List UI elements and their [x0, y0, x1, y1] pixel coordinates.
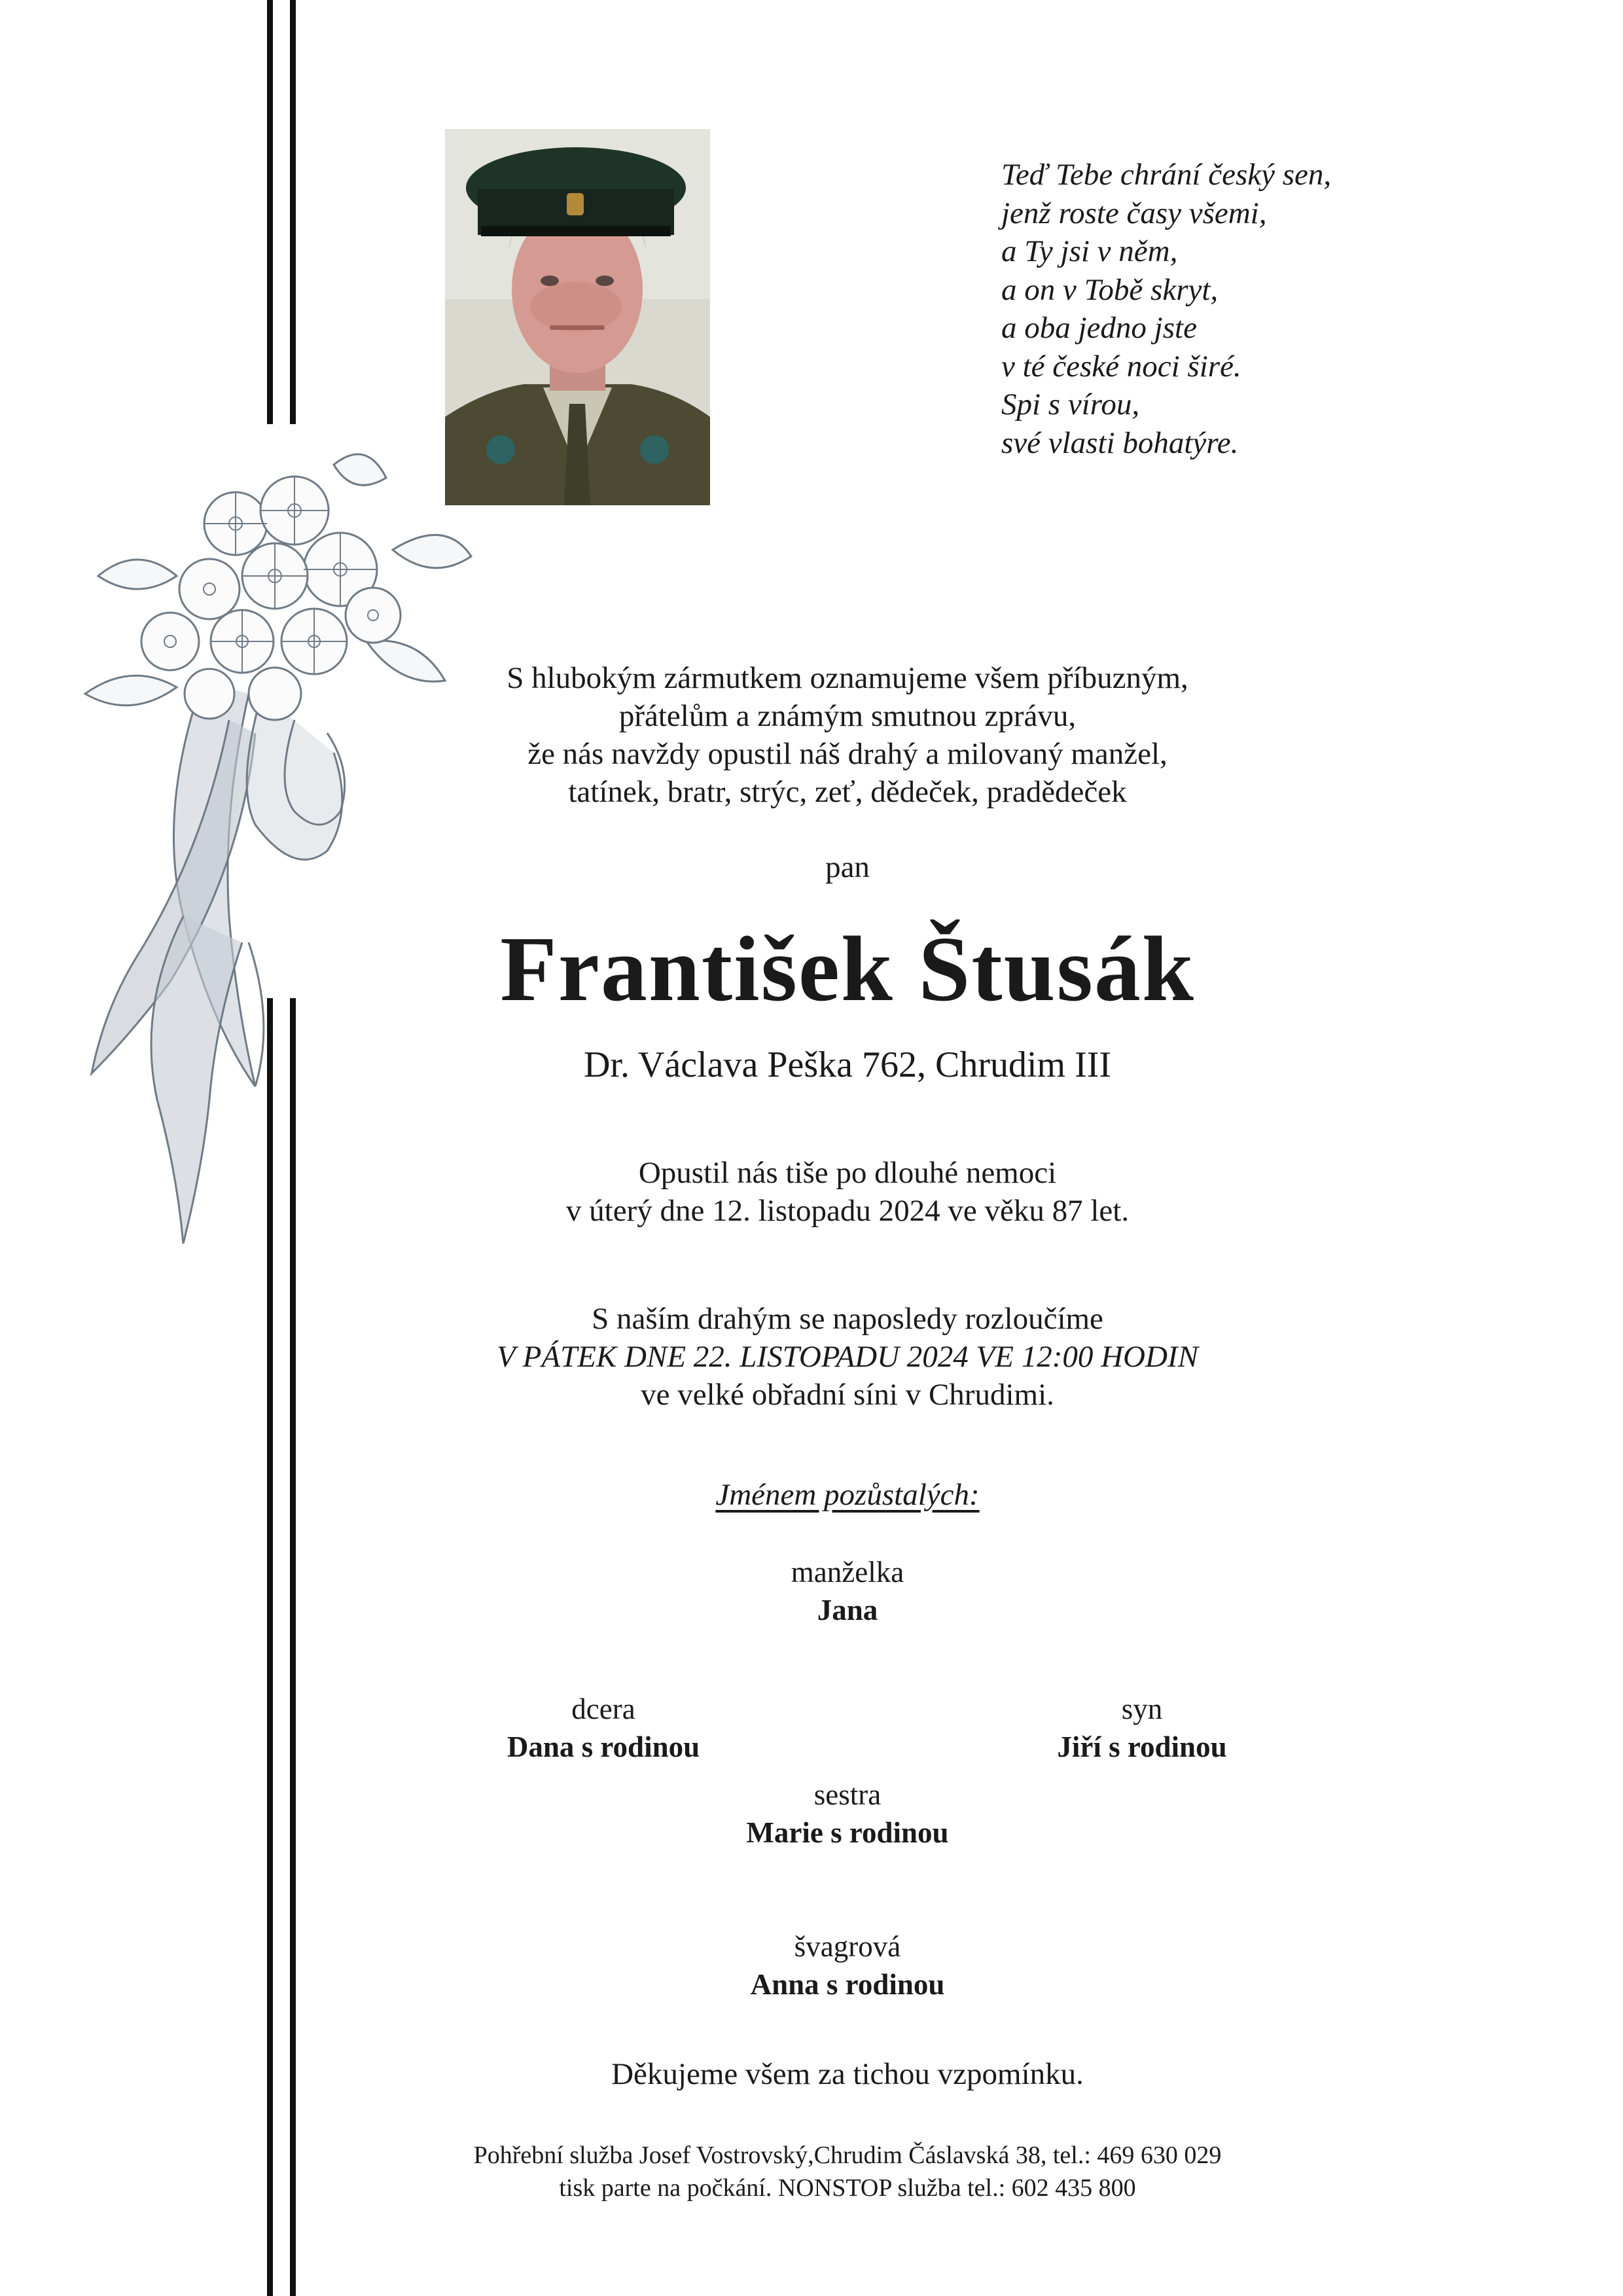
family-son: [913, 1690, 1371, 1766]
death-notice-line: Opustil nás tiše po dlouhé nemoci: [638, 1156, 1057, 1190]
family-sister: [618, 1776, 1077, 1852]
relation-label: dcera: [571, 1693, 635, 1725]
family-wife: [618, 1553, 1077, 1629]
relative-name: Dana s rodinou: [507, 1731, 700, 1763]
family-daughter: [374, 1690, 832, 1766]
relation-label: syn: [1121, 1693, 1163, 1725]
poem-line: své vlasti bohatýre.: [1001, 425, 1239, 460]
farewell-date: V PÁTEK DNE 22. LISTOPADU 2024 VE 12:00 HODIN: [497, 1340, 1198, 1374]
announcement-line: že nás navždy opustil náš drahý a milovaný manžel,: [527, 737, 1168, 771]
relative-name: Anna s rodinou: [750, 1968, 945, 2001]
announcement-line: přátelům a známým smutnou zprávu,: [618, 699, 1077, 733]
poem-line: a on v Tobě skryt,: [1001, 272, 1219, 307]
poem-line: Teď Tebe chrání český sen,: [1001, 158, 1332, 192]
relative-name: Marie s rodinou: [746, 1816, 949, 1849]
relative-name: Jiří s rodinou: [1057, 1731, 1227, 1763]
relation-label: sestra: [813, 1778, 882, 1811]
relation-label: manželka: [791, 1556, 904, 1588]
poem-line: jenž roste časy všemi,: [1001, 196, 1267, 230]
farewell-place: ve velké obřadní síni v Chrudimi.: [641, 1378, 1054, 1412]
survivors-heading-wrap: [393, 1476, 1302, 1514]
footer-line: Pohřební služba Josef Vostrovský,Chrudim Čáslavská 38, tel.: 469 630 029: [473, 2142, 1222, 2169]
relative-name: Jana: [817, 1594, 878, 1626]
survivors-heading: Jménem pozůstalých:: [715, 1478, 980, 1512]
announcement-line: S hlubokým zármutkem oznamujeme všem příbuzným,: [507, 661, 1188, 695]
farewell-notice: [393, 1300, 1302, 1414]
footer-line: tisk parte na počkání. NONSTOP služba tel.: 602 435 800: [559, 2174, 1136, 2202]
death-notice: [393, 1154, 1302, 1230]
poem-line: a oba jedno jste: [1001, 311, 1197, 345]
poem-line: a Ty jsi v něm,: [1001, 234, 1178, 268]
border-rule-top-left: [267, 0, 273, 424]
poem-line: v té české noci širé.: [1001, 349, 1241, 384]
relation-label: švagrová: [794, 1930, 901, 1963]
thanks-line: Děkujeme všem za tichou vzpomínku.: [611, 2057, 1084, 2091]
death-notice-line: v úterý dne 12. listopadu 2024 ve věku 87 let.: [565, 1194, 1130, 1228]
deceased-name: František Štusák: [500, 917, 1195, 1020]
farewell-line: S naším drahým se naposledy rozloučíme: [592, 1302, 1103, 1336]
memorial-poem: [1001, 156, 1331, 462]
announcement-line: tatínek, bratr, strýc, zeť, dědeček, pradědeček: [568, 775, 1127, 809]
deceased-address: Dr. Václava Peška 762, Chrudim III: [583, 1045, 1112, 1085]
family-sister-in-law: [618, 1928, 1077, 2003]
salutation: pan: [825, 850, 870, 884]
funeral-service-footer: [393, 2139, 1302, 2204]
border-rule-top-right: [290, 0, 296, 424]
poem-line: Spi s vírou,: [1001, 387, 1140, 422]
announcement-text: [393, 659, 1302, 811]
